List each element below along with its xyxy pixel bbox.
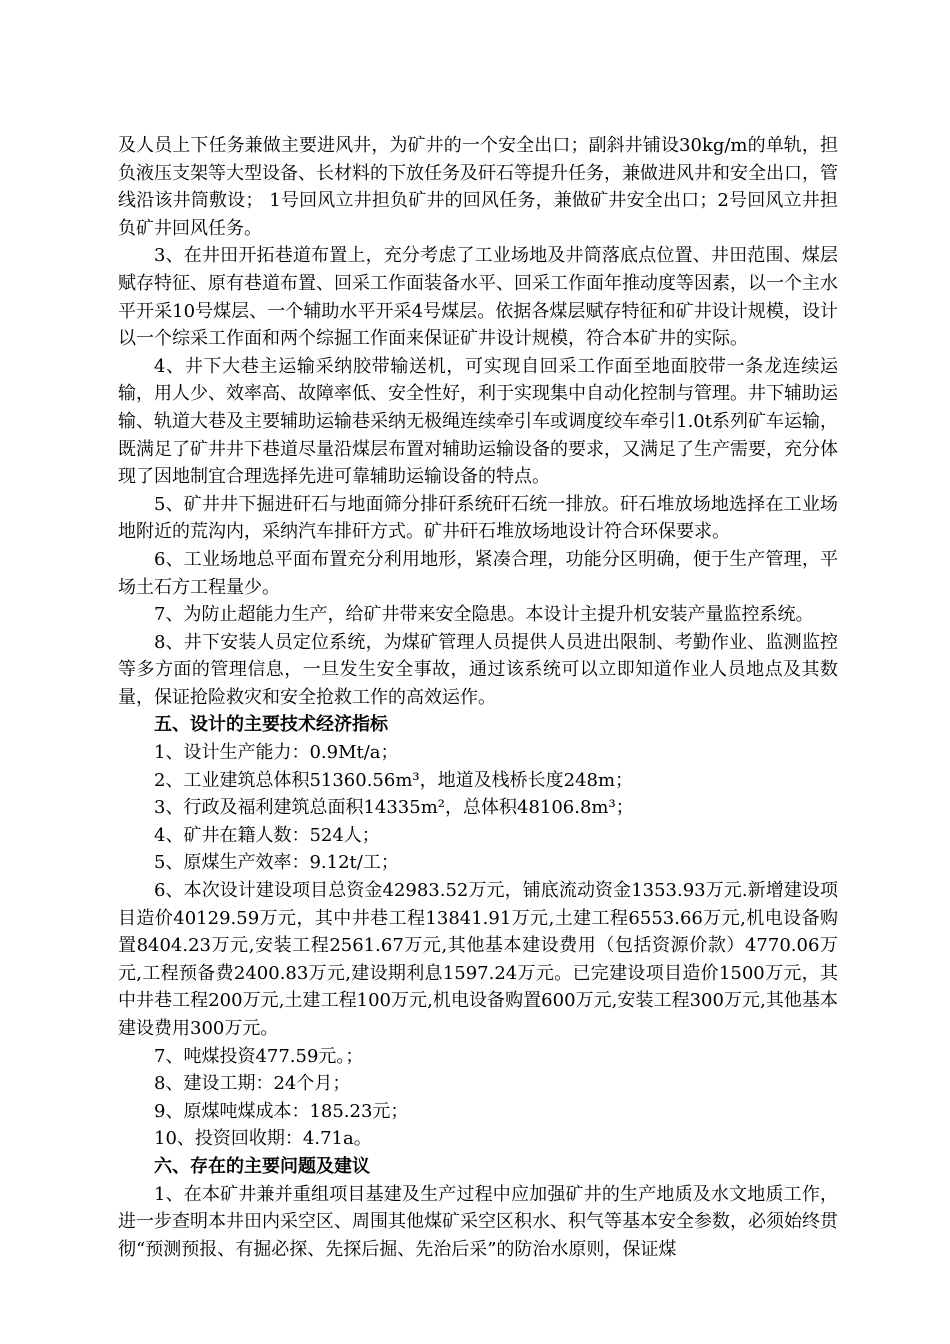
indicator-item-7: 7、吨煤投资477.59元。； — [154, 1045, 364, 1067]
paragraph-item-6-site-layout: 6、工业场地总平面布置充分利用地形，紧凑合理，功能分区明确，便于生产管理，平场土石方工程量少。 — [118, 548, 838, 598]
indicator-item-1: 1、设计生产能力：0.9Mt/a； — [154, 742, 399, 764]
paragraph-item-3-roadway-layout: 3、在井田开拓巷道布置上，充分考虑了工业场地及井筒落底点位置、井田范围、煤层赋存特征、原有巷道布置、回采工作面装备水平、回采工作面年推动度等因素，以一个主水平开采10号煤层、一个辅助水平开采4号煤层。依据各煤层赋存特征和矿井设计规模，设计以一个综采工作面和两个综掘工作面来保证矿井设计规模，符合本矿井的实际。 — [118, 245, 838, 350]
indicator-item-2: 2、工业建筑总体积51360.56m³，地道及栈桥长度248m； — [154, 769, 634, 791]
paragraph-item-7-monitoring: 7、为防止超能力生产，给矿井带来安全隐患。本设计主提升机安装产量监控系统。 — [154, 604, 814, 626]
section-heading-6: 六、存在的主要问题及建议 — [154, 1155, 370, 1177]
issue-item-1: 1、在本矿井兼并重组项目基建及生产过程中应加强矿井的生产地质及水文地质工作，进一步查明本井田内采空区、周围其他煤矿采空区积水、积气等基本安全参数，必须始终贯彻“预测预报、有掘必探、先探后掘、先治后采”的防治水原则，保证煤 — [118, 1183, 838, 1260]
paragraph-item-4-transport: 4、井下大巷主运输采纳胶带输送机，可实现自回采工作面至地面胶带一条龙连续运输，用人少、效率高、故障率低、安全性好，利于实现集中自动化控制与管理。井下辅助运输、轨道大巷及主要辅助运输巷采纳无极绳连续牵引车或调度绞车牵引1.0t系列矿车运输，既满足了矿井井下巷道尽量沿煤层布置对辅助运输设备的要求，又满足了生产需要，充分体现了因地制宜合理选择先进可靠辅助运输设备的特点。 — [118, 355, 838, 488]
indicator-item-9: 9、原煤吨煤成本：185.23元； — [154, 1100, 409, 1122]
paragraph-item-8-positioning: 8、井下安装人员定位系统，为煤矿管理人员提供人员进出限制、考勤作业、监测监控等多方面的管理信息，一旦发生安全事故，通过该系统可以立即知道作业人员地点及其数量，保证抢险救灾和安全抢救工作的高效运作。 — [118, 631, 838, 708]
indicator-item-5: 5、原煤生产效率：9.12t/工； — [154, 852, 399, 874]
indicator-item-4: 4、矿井在籍人数：524人； — [154, 824, 380, 846]
paragraph-shaft-functions: 及人员上下任务兼做主要进风井，为矿井的一个安全出口；副斜井铺设30kg/m的单轨，担负液压支架等大型设备、长材料的下放任务及矸石等提升任务，兼做进风井和安全出口，管线沿该井筒敷设； 1号回风立井担负矿井的回风任务，兼做矿井安全出口；2号回风立井担负矿井回风任务。 — [118, 135, 838, 239]
indicator-item-10: 10、投资回收期：4.71a。 — [154, 1128, 372, 1150]
indicator-item-3: 3、行政及福利建筑总面积14335m²，总体积48106.8m³； — [154, 797, 634, 819]
paragraph-item-5-gangue: 5、矿井井下掘进矸石与地面筛分排矸系统矸石统一排放。矸石堆放场地选择在工业场地附近的荒沟内，采纳汽车排矸方式。矿井矸石堆放场地设计符合环保要求。 — [118, 493, 838, 543]
indicator-item-6: 6、本次设计建设项目总资金42983.52万元，铺底流动资金1353.93万元.新增建设项目造价40129.59万元，其中井巷工程13841.91万元,土建工程6553.66万元,机电设备购置8404.23万元,安装工程2561.67万元,其他基本建设费用（包括资源价款）4770.06万元,工程预备费2400.83万元,建设期利息1597.24万元。已完建设项目造价1500万元，其中井巷工程200万元,土建工程100万元,机电设备购置600万元,安装工程300万元,其他基本建设费用300万元。 — [118, 880, 838, 1039]
section-heading-5: 五、设计的主要技术经济指标 — [154, 714, 388, 736]
document-page — [118, 132, 838, 1263]
indicator-item-8: 8、建设工期：24个月； — [154, 1073, 351, 1095]
